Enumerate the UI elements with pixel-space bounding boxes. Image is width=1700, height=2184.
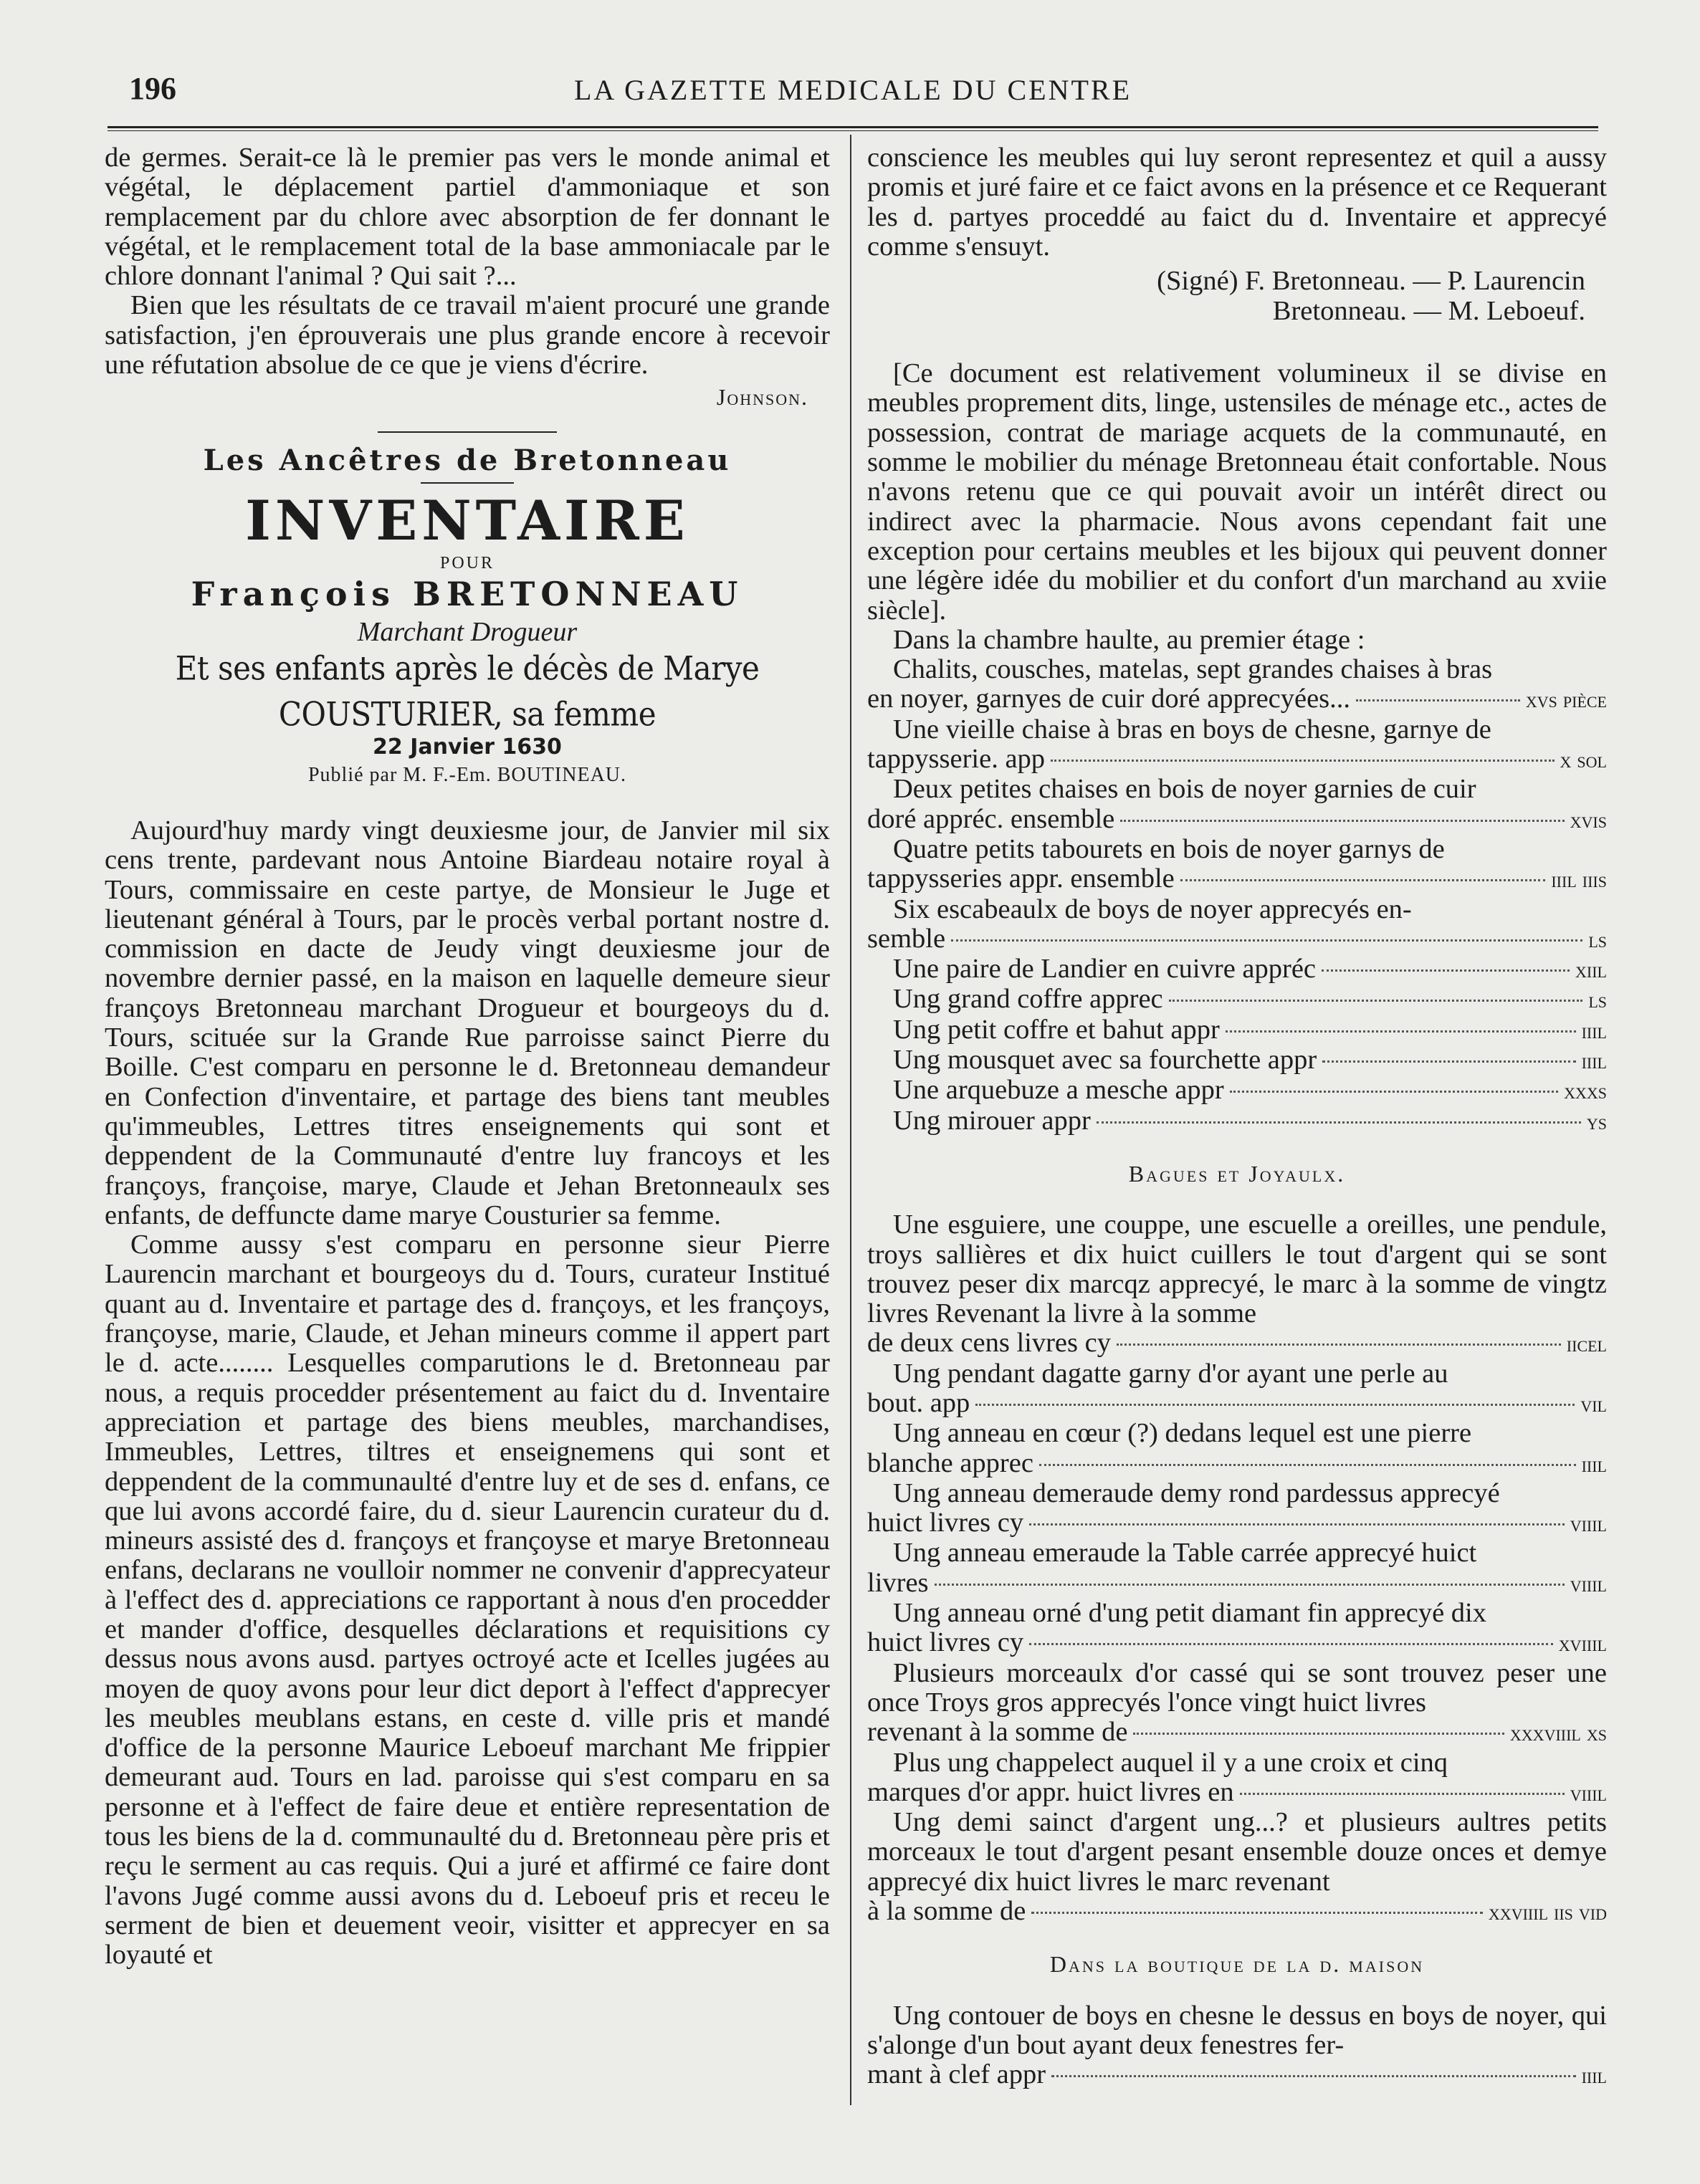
- item-label: Une arquebuze a mesche appr: [893, 1075, 1224, 1106]
- item-label: Une paire de Landier en cuivre appréc: [893, 954, 1317, 985]
- publisher-line: Publié par M. F.-Em. BOUTINEAU.: [307, 763, 627, 786]
- item-description: Ung anneau orné d'ung petit diamant fin apprecyé dix: [893, 1598, 1486, 1629]
- item-price-line: [867, 1045, 1607, 1076]
- item-value: iiil: [1581, 1017, 1607, 1043]
- item-price-line: [867, 1508, 1607, 1538]
- item-price-line: [867, 684, 1607, 714]
- item-description: Ung anneau emeraude la Table carrée apprecyé huict: [893, 1538, 1477, 1568]
- item-value: iiil: [1581, 1048, 1607, 1074]
- item-label: doré appréc. ensemble: [867, 803, 1115, 834]
- item-description: Ung contouer de boys en chesne le dessus en boys de noyer, qui s'alonge d'un bout ayant deux fenestres fer-: [867, 2000, 1607, 2060]
- item-value: xiil: [1575, 957, 1607, 983]
- item-description: Ung anneau demeraude demy rond pardessus apprecyé: [893, 1477, 1500, 1508]
- column-divider: [850, 135, 851, 2105]
- signature-block: [867, 266, 1585, 326]
- body-paragraph: Aujourd'huy mardy vingt deuxiesme jour, de Janvier mil six cens trente, pardevant nous Antoine Biardeau notaire royal à Tours, commissaire en ceste partye, de Monsieur le Juge et lieutenant général à Tours, par le procès verbal portant nostre d. commission en dacte de Jeudy vingt deuxiesme jour de novembre dernier passé, en la maison en laquelle demeure sieur françoys Bretonneau marchant Drogueur et bourgeoys du d. Tours, scituée sur la Grande Rue parroisse sainct Pierre du Boille. C'est comparu en personne le d. Bretonneau demandeur en Confection d'inventaire, et partage des biens tant meubles qu'immeubles, Lettres titres enseignements qui sont et deppendent de la Communauté d'entre luy francoys et les françoys, françoise, marye, Claude et Jehan Bretonneaulx ses enfants, de deffuncte dame marye Cousturier sa femme.: [105, 815, 830, 1230]
- item-label: livres: [867, 1567, 929, 1598]
- inventory-item: [867, 1419, 1607, 1479]
- item-label: blanche apprec: [867, 1447, 1033, 1478]
- item-value: xvs pièce: [1525, 686, 1607, 713]
- page-number: 196: [129, 71, 176, 106]
- item-label: marques d'or appr. huict livres en: [867, 1776, 1234, 1807]
- item-value: iiil: [1581, 1450, 1607, 1477]
- intro-signature: Johnson.: [716, 384, 808, 411]
- item-label: revenant à la somme de: [867, 1717, 1128, 1748]
- inventory-item: [867, 835, 1607, 895]
- article-date: 22 Janvier 1630: [373, 734, 562, 760]
- item-description: Six escabeaulx de boys de noyer apprecyés en-: [893, 894, 1412, 924]
- item-label: bout. app: [867, 1387, 970, 1418]
- inventory-item: [867, 1359, 1607, 1419]
- inventory-item: [867, 1538, 1607, 1599]
- room-intro: Dans la chambre haulte, au premier étage :: [893, 624, 1365, 655]
- item-price-line: [867, 1015, 1607, 1045]
- inventory-item: [867, 715, 1607, 775]
- dotted-leader: [1322, 1060, 1575, 1063]
- item-price-line: [867, 954, 1607, 985]
- dotted-leader: [1356, 699, 1520, 701]
- dotted-leader: [1051, 760, 1555, 762]
- dotted-leader: [1240, 1793, 1565, 1795]
- item-value: viiil: [1570, 1779, 1607, 1806]
- item-value: xxxviiil xs: [1509, 1720, 1607, 1746]
- item-label: Ung petit coffre et bahut appr: [893, 1014, 1220, 1045]
- dotted-leader: [1322, 969, 1570, 972]
- item-label: Ung mousquet avec sa fourchette appr: [893, 1045, 1317, 1076]
- item-value: x sol: [1560, 747, 1607, 773]
- item-price-line: [867, 1897, 1607, 1927]
- item-label: à la somme de: [867, 1896, 1026, 1927]
- dotted-leader: [1169, 1000, 1583, 1002]
- item-label: tappysseries appr. ensemble: [867, 863, 1175, 894]
- item-price-line: [867, 2060, 1607, 2090]
- title-pour: POUR: [439, 553, 495, 573]
- item-label: en noyer, garnyes de cuir doré apprecyées...: [867, 684, 1351, 714]
- inventory-item: [867, 1748, 1607, 1809]
- item-value: ls: [1588, 926, 1607, 952]
- jewel-item-list: [867, 1210, 1607, 1927]
- section-title-shop: Dans la boutique de la d. maison: [1049, 1951, 1425, 1978]
- editor-note: [Ce document est relativement volumineux il se divise en meubles proprement dits, linge, ustensiles de ménage etc., actes de possession, contrat de mariage acquets de la communauté, en somme le mobilier du ménage Bretonneau était confortable. Nous n'avons retenu que ce qui pouvait avoir un intérêt direct ou indirect avec la pharmacie. Nous avons cependant fait une exception pour certains meubles et les bijoux qui peuvent donner une légère idée du mobilier et du confort d'un marchand au xviie siècle].: [867, 358, 1607, 626]
- item-description: Plus ung chappelect auquel il y a une croix et cinq: [893, 1747, 1448, 1778]
- title-rule: [421, 482, 514, 484]
- inventory-item: [867, 1808, 1607, 1927]
- continuation-paragraph: conscience les meubles qui luy seront representez et quil a aussy promis et juré faire et ce faict avons en la présence et ce Requerant les d. partyes proceddé au faict du d. Inventaire et apprecyé comme s'ensuyt.: [867, 143, 1607, 262]
- room-item-list: [867, 655, 1607, 1136]
- section-rule: [378, 431, 557, 433]
- inventory-item: [867, 985, 1607, 1015]
- signature-line: Bretonneau. — M. Leboeuf.: [1272, 296, 1585, 327]
- item-description: Plusieurs morceaulx d'or cassé qui se sont trouvez peser une once Troys gros apprecyés l'once vingt huict livres: [867, 1657, 1607, 1718]
- article-title: INVENTAIRE: [245, 488, 689, 552]
- left-column: [105, 143, 830, 1970]
- item-value: ys: [1586, 1108, 1607, 1134]
- item-value: xvis: [1570, 806, 1607, 833]
- header-rule: [108, 126, 1598, 131]
- item-value: ls: [1588, 987, 1607, 1013]
- inventory-item: [867, 655, 1607, 715]
- shop-item-list: [867, 2001, 1607, 2091]
- dotted-leader: [1133, 1733, 1504, 1735]
- item-price-line: [867, 1106, 1607, 1136]
- inventory-item: [867, 954, 1607, 985]
- item-price-line: [867, 924, 1607, 954]
- inventory-item: [867, 1106, 1607, 1136]
- item-price-line: [867, 1389, 1607, 1419]
- item-value: xxxs: [1564, 1078, 1607, 1104]
- article-subtitle: Et ses enfants après le décès de Marye COUSTURIER, sa femme: [175, 648, 760, 734]
- item-price-line: [867, 805, 1607, 835]
- dotted-leader: [1039, 1464, 1576, 1466]
- intro-paragraph: Bien que les résultats de ce travail m'aient procuré une grande satisfaction, j'en éprouverais une plus grande encore à recevoir une réfutation absolue de ce que je viens d'écrire.: [105, 290, 830, 380]
- item-label: tappysserie. app: [867, 744, 1046, 775]
- dotted-leader: [1029, 1643, 1553, 1645]
- body-paragraph: Comme aussy s'est comparu en personne sieur Pierre Laurencin marchant et bourgeoys du d. Tours, curateur Institué quant au d. Inventaire et partage des d. françoys, et les françoys, françoyse, marie, Claude, et Jehan mineurs comme il appert part le d. acte........ Lesquelles comparutions le d. Bretonneau par nous, a requis procedder présentement au faict du d. Inventaire appreciation et partage des biens meubles, marchandises, Immeubles, Lettres, tiltres et enseignemens qui sont et deppendent de la communaulté d'entre luy et de ses d. enfans, ce que lui avons accordé faire, du d. sieur Laurencin curateur du d. mineurs assisté des d. françoys et françoyse et marye Bretonneau enfans, declarans ne voulloir nommer ne convenir d'apprecyateur à l'effect des d. appreciations ce rapportant à nous d'en procedder et mander d'office, desquelles déclarations et requisitions cy dessus nous avons ausd. partyes octroyé acte et Icelles jugées au moyen de quoy avons pour leur dict deport à l'effect d'apprecyer les meubles meublans estans, en ceste d. ville pris et mandé d'office de la personne Maurice Leboeuf marchant Me frippier demeurant aud. Tours en lad. paroisse qui s'est comparu en sa personne et à l'effect de faire deue et entière representation de tous les biens de la d. communaulté du d. Bretonneau père pris et reçu le serment au cas requis. Qui a juré et affirmé ce faire dont l'avons Jugé comme aussi avons du d. Leboeuf pris et receu le serment de bien et deuement veoir, visitter et apprecyer en sa loyauté et: [105, 1230, 830, 1970]
- dotted-leader: [951, 939, 1582, 942]
- inventory-item: [867, 1659, 1607, 1748]
- dotted-leader: [1180, 879, 1546, 881]
- item-description: Une vieille chaise à bras en boys de chesne, garnye de: [893, 714, 1491, 744]
- item-value: xxviiil iis vid: [1488, 1899, 1607, 1925]
- item-value: vil: [1580, 1390, 1607, 1417]
- item-value: viiil: [1570, 1510, 1607, 1537]
- inventory-item: [867, 895, 1607, 955]
- item-label: semble: [867, 923, 946, 954]
- item-description: Ung pendant dagatte garny d'or ayant une perle au: [893, 1358, 1448, 1389]
- inventory-item: [867, 1045, 1607, 1076]
- dotted-leader: [1120, 820, 1564, 822]
- item-value: xviiil: [1558, 1630, 1607, 1657]
- item-value: iiil: [1581, 2062, 1607, 2089]
- intro-paragraph: de germes. Serait-ce là le premier pas vers le monde animal et végétal, le déplacement partiel d'ammoniaque et son remplacement par du chlore avec absorption de fer donnant le végétal, et le remplacement total de la base ammoniacale par le chlore donnant l'animal ? Qui sait ?...: [105, 143, 830, 292]
- item-value: iiil iiis: [1551, 866, 1607, 893]
- series-title: Les Ancêtres de Bretonneau: [203, 443, 732, 477]
- item-label: de deux cens livres cy: [867, 1328, 1111, 1359]
- item-price-line: [867, 1778, 1607, 1808]
- item-description: Ung anneau en cœur (?) dedans lequel est une pierre: [893, 1418, 1472, 1449]
- dotted-leader: [975, 1404, 1575, 1406]
- dotted-leader: [1117, 1344, 1561, 1346]
- item-price-line: [867, 1628, 1607, 1658]
- item-price-line: [867, 1568, 1607, 1599]
- item-description: Une esguiere, une couppe, une escuelle a oreilles, une pendule, troys sallières et dix huict cuillers le tout d'argent qui se sont trouvez peser dix marcqz apprecyé, le marc à la somme de vingtz livres Revenant la livre à la somme: [867, 1210, 1607, 1329]
- item-price-line: [867, 1328, 1607, 1359]
- dotted-leader: [1051, 2075, 1576, 2077]
- item-description: Deux petites chaises en bois de noyer garnies de cuir: [893, 774, 1476, 805]
- item-label: huict livres cy: [867, 1627, 1024, 1658]
- item-label: mant à clef appr: [867, 2059, 1046, 2090]
- page-header: [108, 70, 1598, 120]
- item-price-line: [867, 1718, 1607, 1748]
- dotted-leader: [1031, 1912, 1483, 1914]
- item-price-line: [867, 864, 1607, 894]
- occupation: Marchant Drogueur: [357, 616, 578, 647]
- item-value: iicel: [1566, 1331, 1607, 1357]
- dotted-leader: [935, 1584, 1565, 1586]
- item-price-line: [867, 985, 1607, 1015]
- person-name: François BRETONNEAU: [191, 574, 744, 613]
- section-title-jewels: Bagues et Joyaulx.: [1128, 1160, 1346, 1187]
- item-description: Chalits, cousches, matelas, sept grandes chaises à bras: [893, 654, 1493, 685]
- inventory-item: [867, 1599, 1607, 1659]
- dotted-leader: [1226, 1030, 1576, 1033]
- item-label: huict livres cy: [867, 1508, 1024, 1538]
- item-price-line: [867, 1076, 1607, 1106]
- item-description: Quatre petits tabourets en bois de noyer garnys de: [893, 833, 1445, 864]
- item-value: viiil: [1570, 1570, 1607, 1596]
- right-column: [867, 143, 1607, 2091]
- inventory-item: [867, 775, 1607, 835]
- signature-line: (Signé) F. Bretonneau. — P. Laurencin: [1157, 266, 1585, 297]
- item-label: Ung mirouer appr: [893, 1105, 1091, 1136]
- dotted-leader: [1230, 1091, 1558, 1093]
- item-price-line: [867, 1449, 1607, 1479]
- item-description: Ung demi sainct d'argent ung...? et plusieurs aultres petits morceaux le tout d'argent pesant ensemble douze onces et demye apprecyé dix huict livres le marc revenant: [867, 1807, 1607, 1897]
- inventory-item: [867, 1479, 1607, 1539]
- inventory-item: [867, 1210, 1607, 1359]
- inventory-item: [867, 1076, 1607, 1106]
- inventory-item: [867, 1015, 1607, 1045]
- item-price-line: [867, 744, 1607, 775]
- inventory-item: [867, 2001, 1607, 2091]
- running-title: LA GAZETTE MEDICALE DU CENTRE: [573, 74, 1132, 106]
- dotted-leader: [1029, 1523, 1565, 1526]
- dotted-leader: [1097, 1121, 1581, 1124]
- item-label: Ung grand coffre apprec: [893, 984, 1163, 1015]
